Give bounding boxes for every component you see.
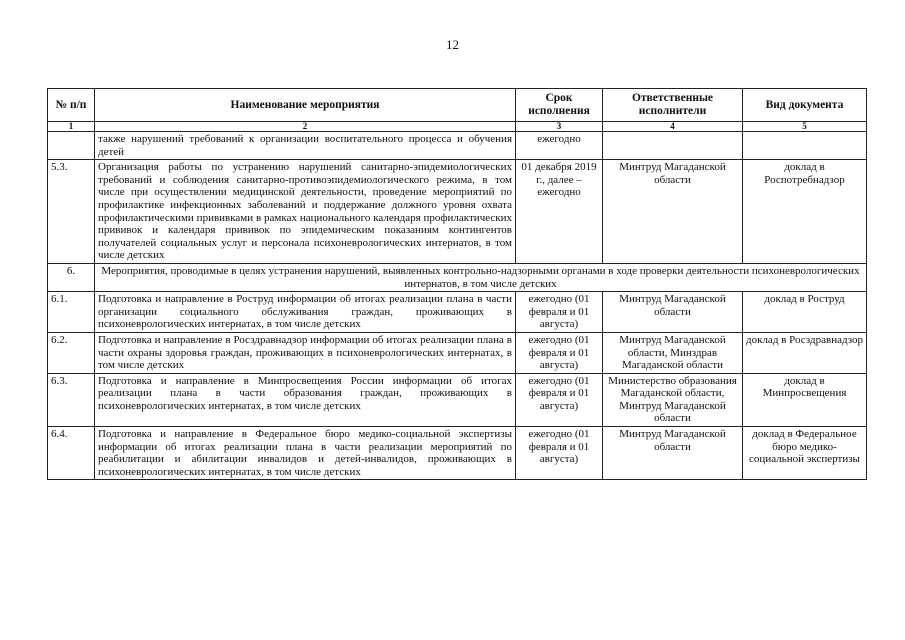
row-number: 6.2.: [48, 332, 95, 373]
row-number: 5.3.: [48, 160, 95, 264]
row-doc-type: доклад в Федеральное бюро медико-социальной экспертизы: [743, 427, 867, 480]
header-name: Наименование мероприятия: [95, 89, 516, 122]
header-doc-type: Вид документа: [743, 89, 867, 122]
table-row: [48, 427, 867, 480]
header-deadline: Срок исполнения: [516, 89, 603, 122]
row-deadline: ежегодно: [516, 132, 603, 160]
table-header-row: [48, 89, 867, 122]
row-executors: Минтруд Магаданской области, Минздрав Магаданской области: [603, 332, 743, 373]
row-executors: Минтруд Магаданской области: [603, 292, 743, 333]
row-name: также нарушений требований к организации воспитательного процесса и обучения детей: [95, 132, 516, 160]
row-deadline: ежегодно (01 февраля и 01 августа): [516, 427, 603, 480]
row-doc-type: [743, 132, 867, 160]
section-row: [48, 263, 867, 291]
table-row: [48, 132, 867, 160]
row-doc-type: доклад в Роспотребнадзор: [743, 160, 867, 264]
row-executors: Министерство образования Магаданской области, Минтруд Магаданской области: [603, 373, 743, 426]
row-name: Подготовка и направление в Минпросвещения России информации об итогах реализации плана в части образования граждан, проживающих в психоневрологических интернатах, в том числе детских: [95, 373, 516, 426]
column-number-row: [48, 122, 867, 132]
row-deadline: ежегодно (01 февраля и 01 августа): [516, 292, 603, 333]
row-name: Организация работы по устранению нарушений санитарно-эпидемиологических требований и соблюдения санитарно-противоэпидемиологического режима, в том числе при осуществлении медицинской деятельности, проведение мероприятий по профилактике инфекционных заболеваний и поддержание должного уровня охвата профилактическими прививками в рамках национального календаря профилактических прививок и календаря прививок по эпидемическим показаниям контингентов получателей социальных услуг и персонала психоневрологических интернатов, в том числе детских: [95, 160, 516, 264]
section-number: 6.: [48, 263, 95, 291]
section-title: Мероприятия, проводимые в целях устранения нарушений, выявленных контрольно-надзорными органами в ходе проверки деятельности психоневрологических интернатов, в том числе детских: [95, 263, 867, 291]
action-plan-table: [47, 88, 867, 480]
table-row: [48, 373, 867, 426]
row-name: Подготовка и направление в Роструд информации об итогах реализации плана в части организации социального обслуживания граждан, проживающих в психоневрологических интернатах, в том числе детских: [95, 292, 516, 333]
row-deadline: ежегодно (01 февраля и 01 августа): [516, 332, 603, 373]
row-doc-type: доклад в Росздравнадзор: [743, 332, 867, 373]
row-executors: [603, 132, 743, 160]
row-number: 6.1.: [48, 292, 95, 333]
header-executors: Ответственные исполнители: [603, 89, 743, 122]
page-number: 12: [446, 37, 459, 52]
row-executors: Минтруд Магаданской области: [603, 427, 743, 480]
header-number: № п/п: [48, 89, 95, 122]
column-number: 4: [603, 122, 743, 132]
row-number: 6.3.: [48, 373, 95, 426]
column-number: 3: [516, 122, 603, 132]
row-name: Подготовка и направление в Федеральное бюро медико-социальной экспертизы информации об итогах реализации плана в части реализации мероприятий по реабилитации и абилитации инвалидов и детей-инвалидов, проживающих в психоневрологических интернатах, в том числе детских: [95, 427, 516, 480]
row-executors: Минтруд Магаданской области: [603, 160, 743, 264]
column-number: 1: [48, 122, 95, 132]
column-number: 2: [95, 122, 516, 132]
table-row: [48, 332, 867, 373]
row-doc-type: доклад в Минпросвещения: [743, 373, 867, 426]
column-number: 5: [743, 122, 867, 132]
row-doc-type: доклад в Роструд: [743, 292, 867, 333]
row-deadline: ежегодно (01 февраля и 01 августа): [516, 373, 603, 426]
row-name: Подготовка и направление в Росздравнадзор информации об итогах реализации плана в части охраны здоровья граждан, проживающих в психоневрологических интернатах, в том числе детских: [95, 332, 516, 373]
row-deadline: 01 декабря 2019 г., далее – ежегодно: [516, 160, 603, 264]
table-row: [48, 160, 867, 264]
table-row: [48, 292, 867, 333]
row-number: [48, 132, 95, 160]
row-number: 6.4.: [48, 427, 95, 480]
